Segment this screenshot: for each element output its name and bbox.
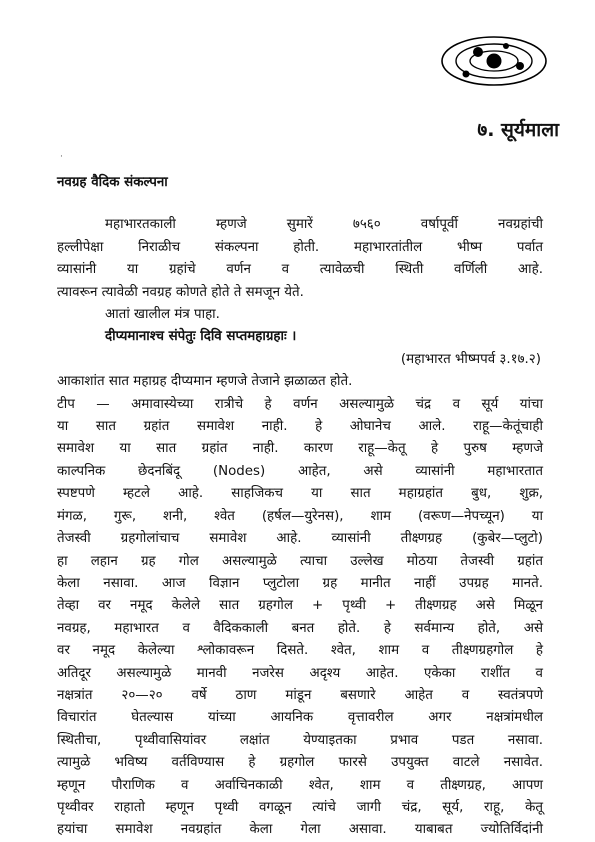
text-line: वर नमूद केलेल्या श्लोकावरून दिसते. श्वेत, शाम व तीक्ष्णग्रहगोल हे bbox=[57, 643, 543, 659]
text-line: हयांचा समावेश नवग्रहांत केला गेला असावा. याबाबत ज्योतिर्विदांनी bbox=[57, 822, 543, 838]
text-line: काल्पनिक छेदनबिंदू (Nodes) आहेत, असे व्यासांनी महाभारतात bbox=[57, 463, 543, 479]
text-line: विचारांत घेतल्यास यांच्या आयनिक वृत्तावरील अगर नक्षत्रांमधील bbox=[57, 710, 543, 726]
body-text bbox=[57, 371, 543, 842]
section-heading: नवग्रह वैदिक संकल्पना bbox=[57, 175, 168, 190]
text-line: स्थितीचा, पृथ्वीवासियांवर लक्षांत येण्याइतका प्रभाव पडत नसावा. bbox=[57, 732, 543, 748]
sanskrit-verse: दीप्यमानाश्च संपेतुः दिवि सप्तमहाग्रहाः । bbox=[105, 329, 297, 345]
text-line: समावेश या सात ग्रहांत नाही. कारण राहू—केतू हे पुरुष म्हणजे bbox=[57, 441, 543, 457]
text-line: त्यामुळे भविष्य वर्तविण्यास हे ग्रहगोल फारसे उपयुक्त वाटले नसावेत. bbox=[57, 755, 543, 771]
text-line: आतां खालील मंत्र पाहा. bbox=[105, 307, 220, 323]
text-line: पृथ्वीवर राहातो म्हणून पृथ्वी वगळून त्यांचे जागी चंद्र, सूर्य, राहू, केतू bbox=[57, 799, 543, 815]
text-line: हा लहान ग्रह गोल असल्यामुळे त्याचा उल्लेख मोठया तेजस्वी ग्रहांत bbox=[57, 553, 543, 569]
solar-system-orbits-icon bbox=[438, 30, 550, 92]
verse-reference: (महाभारत भीष्मपर्व ३.१७.२) bbox=[400, 351, 541, 367]
text-line: आकाशांत सात महाग्रह दीप्यमान म्हणजे तेजाने झळाळत होते. bbox=[57, 374, 353, 390]
text-line: म्हणून पौराणिक व अर्वाचिनकाळी श्वेत, शाम व तीक्ष्णग्रह, आपण bbox=[57, 777, 543, 793]
text-line: मंगळ, गुरू, शनी, श्वेत (हर्षल—युरेनस), शाम (वरूण—नेपच्यून) या bbox=[57, 508, 543, 524]
text-line: त्यावरून त्यावेळी नवग्रह कोणते होते ते समजून येते. bbox=[57, 284, 304, 300]
text-line: अतिदूर असल्यामुळे मानवी नजरेस अदृश्य आहेत. एकेका राशींत व bbox=[57, 665, 543, 681]
text-line: हल्लीपेक्षा निराळीच संकल्पना होती. महाभारतांतील भीष्म पर्वात bbox=[57, 239, 543, 255]
text-line: स्पष्टपणे म्हटले आहे. साहजिकच या सात महाग्रहांत बुध, शुक्र, bbox=[57, 486, 543, 502]
paragraph-intro bbox=[57, 214, 543, 304]
text-line: व्यासांनी या ग्रहांचे वर्णन व त्यावेळची स्थिती वर्णिली आहे. bbox=[57, 262, 543, 278]
text-line: नक्षत्रांत २०—२० वर्षे ठाण मांडून बसणारे आहेत व स्वतंत्रपणे bbox=[57, 687, 543, 703]
text-line: टीप — अमावास्येच्या रात्रीचे हे वर्णन असल्यामुळे चंद्र व सूर्य यांचा bbox=[57, 396, 543, 412]
text-line: नवग्रह, महाभारत व वैदिककाली बनत होते. हे सर्वमान्य होते, असे bbox=[57, 620, 543, 636]
text-line: तेजस्वी ग्रहगोलांचाच समावेश आहे. व्यासांनी तीक्ष्णग्रह (कुबेर—प्लुटो) bbox=[57, 531, 543, 547]
text-line: तेव्हा वर नमूद केलेले सात ग्रहगोल + पृथ्वी + तीक्ष्णग्रह असे मिळून bbox=[57, 598, 543, 614]
chapter-title: ७. सूर्यमाला bbox=[477, 119, 559, 141]
text-line: या सात ग्रहांत समावेश नाही. हे ओघानेच आले. राहू—केतूंचाही bbox=[57, 419, 543, 435]
text-line: केला नसावा. आज विज्ञान प्लुटोला ग्रह मानीत नाहीं उपग्रह मानते. bbox=[57, 575, 543, 591]
page-content bbox=[57, 172, 543, 842]
stray-mark: · bbox=[60, 152, 63, 162]
text-line: महाभारतकाली म्हणजे सुमारें ७५६० वर्षापूर्वी नवग्रहांची bbox=[105, 217, 543, 233]
